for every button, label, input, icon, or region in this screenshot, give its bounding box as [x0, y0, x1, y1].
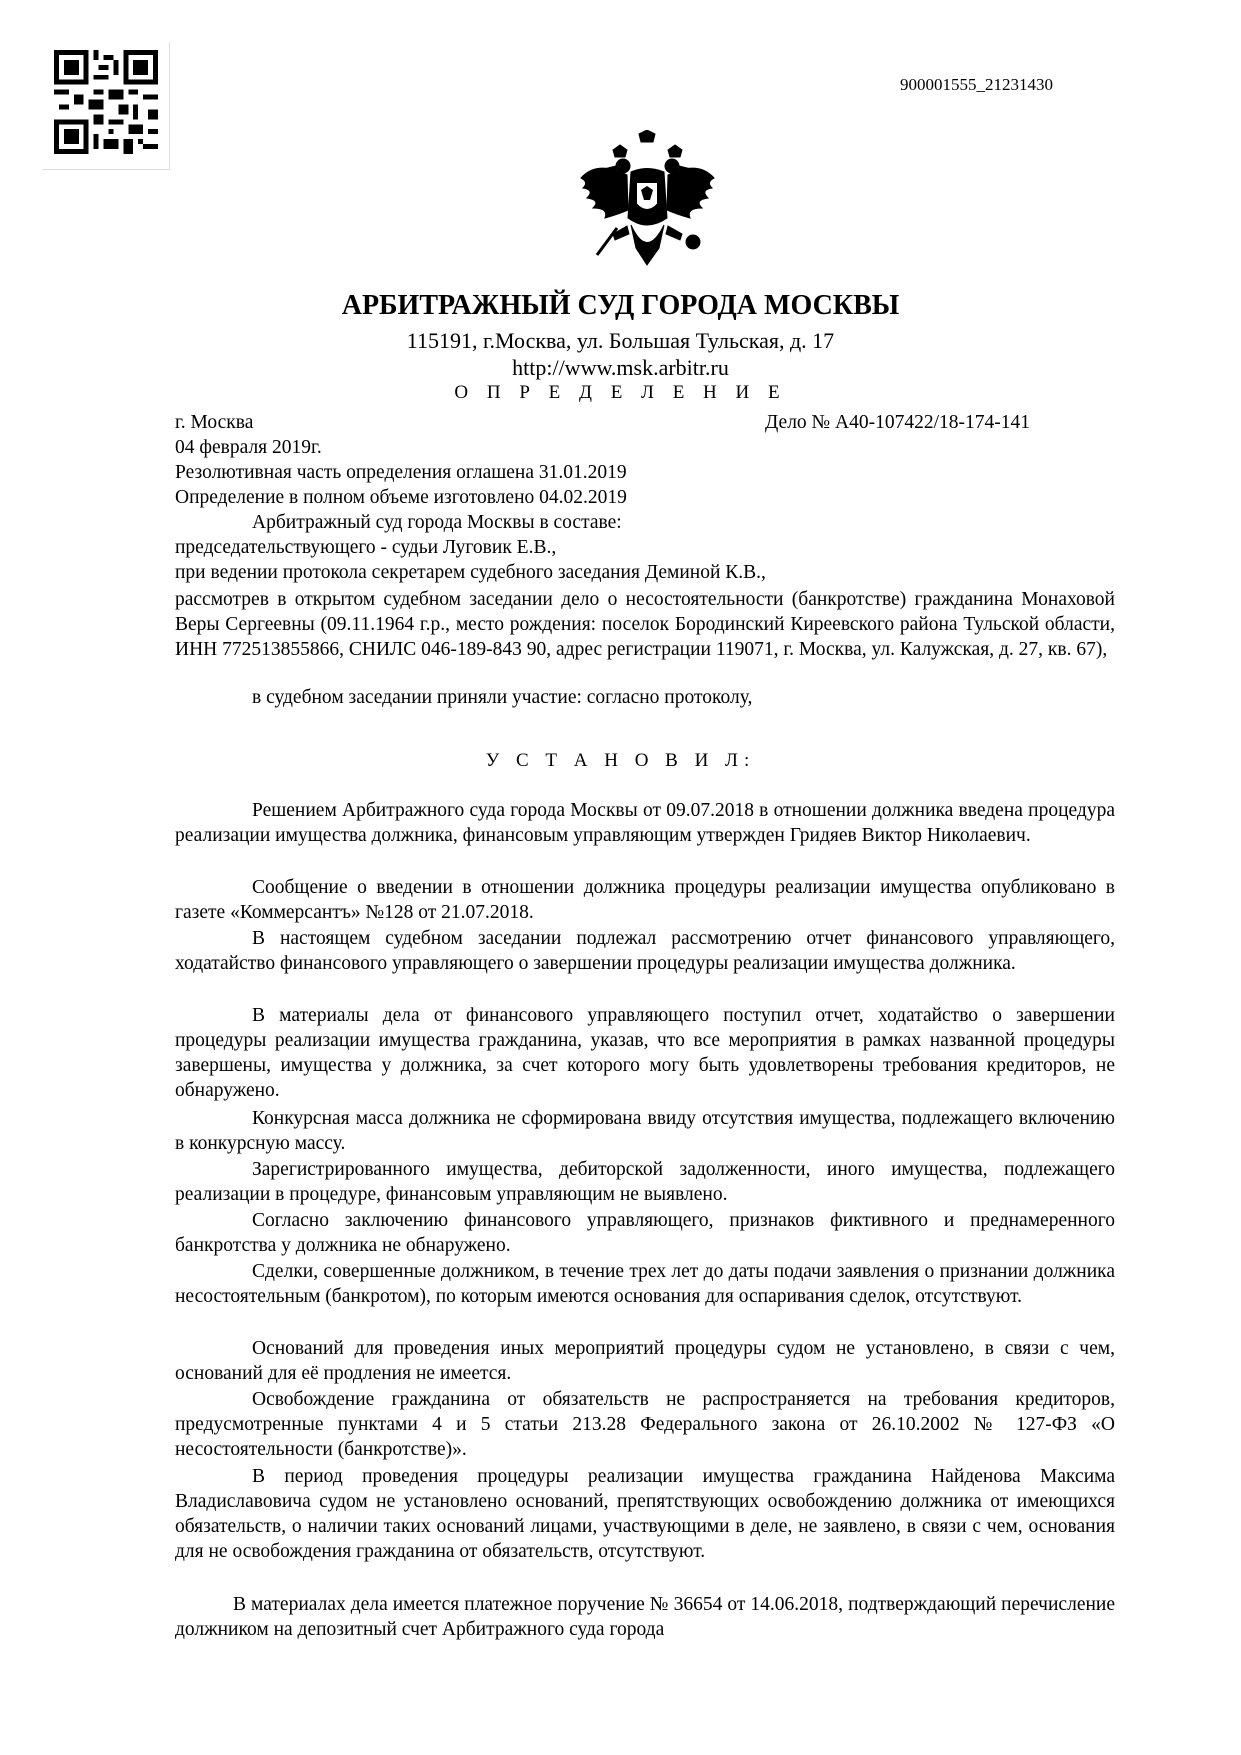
court-title: АРБИТРАЖНЫЙ СУД ГОРОДА МОСКВЫ — [341, 290, 900, 321]
paragraph: Сообщение о введении в отношении должника процедуры реализации имущества опубликовано в газете «Коммерсантъ» №128 от 21.07.2018. — [175, 877, 1115, 923]
coat-of-arms-icon — [575, 130, 720, 275]
full-text-line: Определение в полном объеме изготовлено 04.02.2019 — [175, 487, 627, 508]
paragraph: Оснований для проведения иных мероприятий процедуры судом не установлено, в связи с чем, оснований для её продления не имеется. — [175, 1338, 1115, 1384]
court-website: http://www.msk.arbitr.ru — [512, 355, 729, 380]
paragraph: Сделки, совершенные должником, в течение трех лет до даты подачи заявления о признании должника несостоятельным (банкротом), по которым имеются основания для оспаривания сделок, отсутствуют. — [175, 1261, 1115, 1307]
document-date: 04 февраля 2019г. — [175, 437, 322, 458]
city: г. Москва — [175, 412, 254, 433]
paragraph: В период проведения процедуры реализации имущества гражданина Найденова Максима Владиславовича судом не установлено оснований, препятствующих освобождению должника от имеющихся обязательств, о наличии таких оснований лицами, участвующими в деле, не заявлено, в связи с чем, основания для не освобождения гражданина от обязательств, отсутствуют. — [175, 1466, 1115, 1562]
qr-code-graphic — [54, 50, 158, 154]
court-address: 115191, г.Москва, ул. Большая Тульская, д. 17 — [406, 328, 835, 353]
established-heading: У С Т А Н О В И Л: — [485, 750, 756, 771]
paragraph: Согласно заключению финансового управляющего, признаков фиктивного и преднамеренного банкротства у должника не обнаружено. — [175, 1210, 1115, 1256]
qr-code — [42, 42, 170, 170]
court-secretary: при ведении протокола секретарем судебного заседания Деминой К.В., — [175, 562, 766, 583]
paragraph: Освобождение гражданина от обязательств не распространяется на требования кредиторов, предусмотренные пунктами 4 и 5 статьи 213.28 Федерального закона от 26.10.2002 № 127-ФЗ «О несостоятельности (банкротстве)». — [175, 1389, 1115, 1460]
case-consideration: рассмотрев в открытом судебном заседании дело о несостоятельности (банкротстве) гражданина Монаховой Веры Сергеевны (09.11.1964 г.р., место рождения: поселок Бородинский Киреевского района Тульской области, ИНН 772513855866, СНИЛС 046-189-843 90, адрес регистрации 119071, г. Москва, ул. Калужская, д. 27, кв. 67), — [175, 589, 1115, 660]
paragraph: В материалах дела имеется платежное поручение № 36654 от 14.06.2018, подтверждающий перечисление должником на депозитный счет Арбитражного суда города — [175, 1594, 1115, 1640]
presiding-judge: председательствующего - судьи Луговик Е.В., — [175, 537, 557, 558]
document-id: 900001555_21231430 — [900, 75, 1053, 94]
paragraph: В материалы дела от финансового управляющего поступил отчет, ходатайство о завершении процедуры реализации имущества гражданина, указав, что все мероприятия в рамках названной процедуры завершены, имущества у должника, за счет которого могу быть удовлетворены требования кредиторов, не обнаружено. — [175, 1005, 1115, 1101]
paragraph: В настоящем судебном заседании подлежал рассмотрению отчет финансового управляющего, ходатайство финансового управляющего о завершении процедуры реализации имущества должника. — [175, 928, 1115, 974]
case-number: Дело № А40-107422/18-174-141 — [765, 412, 1031, 433]
paragraph: Решением Арбитражного суда города Москвы от 09.07.2018 в отношении должника введена процедура реализации имущества должника, финансовым управляющим утвержден Гридяев Виктор Николаевич. — [175, 800, 1115, 846]
resolution-line: Резолютивная часть определения оглашена 31.01.2019 — [175, 462, 627, 483]
paragraph: Зарегистрированного имущества, дебиторской задолженности, иного имущества, подлежащего реализации в процедуре, финансовым управляющим не выявлено. — [175, 1159, 1115, 1205]
paragraph: Конкурсная масса должника не сформирована ввиду отсутствия имущества, подлежащего включению в конкурсную массу. — [175, 1108, 1115, 1154]
document-type: О П Р Е Д Е Л Е Н И Е — [454, 382, 787, 403]
participants: в судебном заседании приняли участие: согласно протоколу, — [252, 687, 753, 708]
court-composition: Арбитражный суд города Москвы в составе: — [252, 512, 622, 533]
